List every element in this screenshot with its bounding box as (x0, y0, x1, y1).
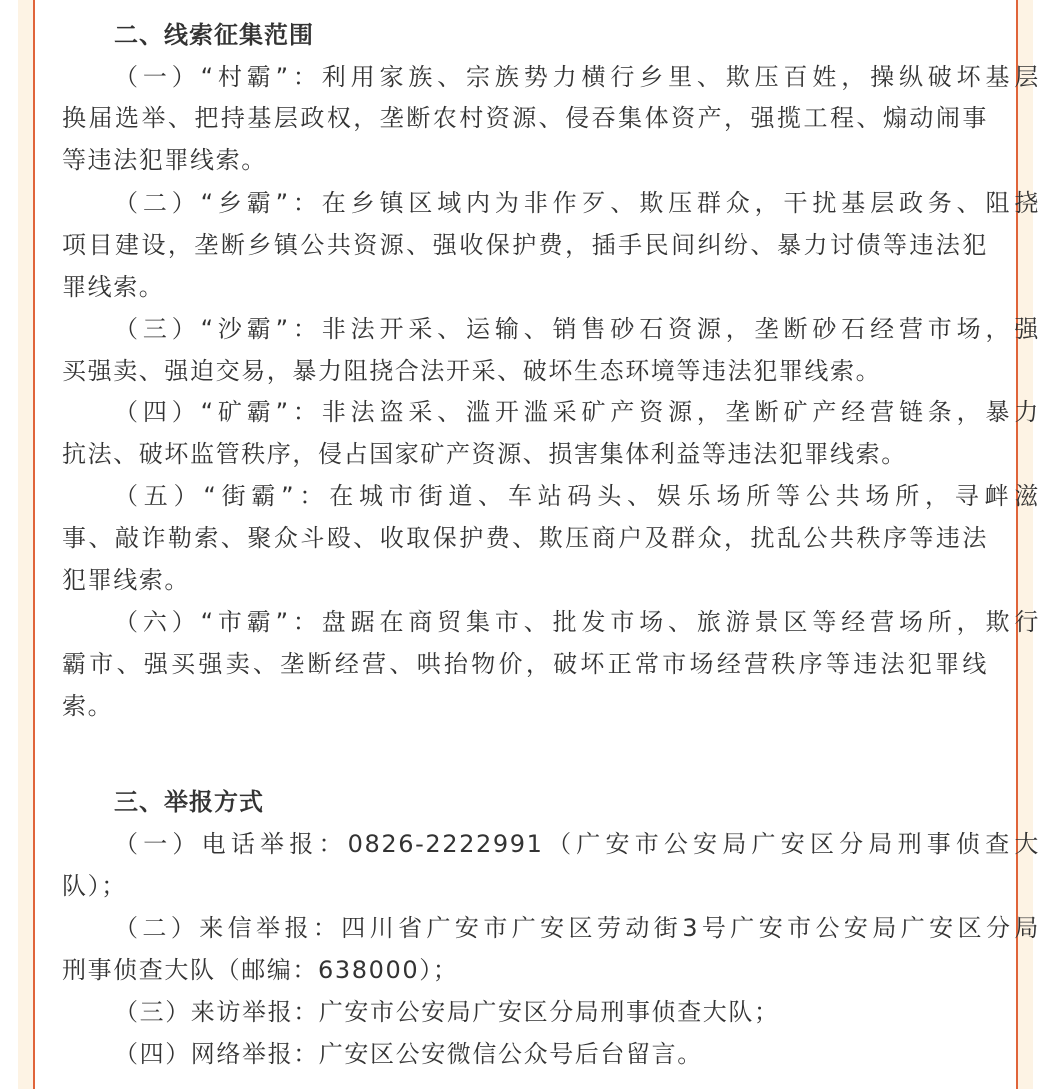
paragraph-line: 抗法、破坏监管秩序，侵占国家矿产资源、损害集体利益等违法犯罪线索。 (62, 440, 907, 468)
report-visit-line: （三）来访举报：广安市公安局广安区分局刑事侦查大队； (114, 998, 780, 1026)
paragraph-line: 索。 (62, 692, 114, 720)
paragraph-line: （五）“街霸”：在城市街道、车站码头、娱乐场所等公共场所，寻衅滋 (114, 482, 1040, 510)
section-heading-report-methods: 三、举报方式 (114, 788, 264, 816)
paragraph-line: （二）“乡霸”：在乡镇区域内为非作歹、欺压群众，干扰基层政务、阻挠 (114, 189, 1040, 217)
paragraph-line: 换届选举、把持基层政权，垄断农村资源、侵吞集体资产，强揽工程、煽动闹事 (62, 104, 988, 132)
paragraph-line: （三）“沙霸”：非法开采、运输、销售砂石资源，垄断砂石经营市场，强 (114, 315, 1040, 343)
paragraph-line: 等违法犯罪线索。 (62, 146, 267, 174)
paragraph-line: 刑事侦查大队（邮编：638000）； (62, 956, 459, 984)
report-mail-line: （二）来信举报：四川省广安市广安区劳动街3号广安市公安局广安区分局 (114, 914, 1040, 942)
left-side-strip (18, 0, 33, 1089)
paragraph-line: 项目建设，垄断乡镇公共资源、强收保护费，插手民间纠纷、暴力讨债等违法犯 (62, 231, 988, 259)
paragraph-line: 事、敲诈勒索、聚众斗殴、收取保护费、欺压商户及群众，扰乱公共秩序等违法 (62, 524, 988, 552)
section-heading-clue-scope: 二、线索征集范围 (114, 21, 314, 49)
report-online-line: （四）网络举报：广安区公安微信公众号后台留言。 (114, 1040, 703, 1068)
paragraph-line: 买强卖、强迫交易，暴力阻挠合法开采、破坏生态环境等违法犯罪线索。 (62, 357, 882, 385)
paragraph-line: 犯罪线索。 (62, 566, 190, 594)
paragraph-line: 霸市、强买强卖、垄断经营、哄抬物价，破坏正常市场经营秩序等违法犯罪线 (62, 650, 988, 678)
paragraph-line: （四）“矿霸”：非法盗采、滥开滥采矿产资源，垄断矿产经营链条，暴力 (114, 398, 1040, 426)
report-phone-line: （一）电话举报：0826-2222991（广安市公安局广安区分局刑事侦查大 (114, 830, 1040, 858)
paragraph-line: 队）； (62, 872, 127, 900)
paragraph-line: （一）“村霸”：利用家族、宗族势力横行乡里、欺压百姓，操纵破坏基层 (114, 63, 1040, 91)
paragraph-line: （六）“市霸”：盘踞在商贸集市、批发市场、旅游景区等经营场所，欺行 (114, 608, 1040, 636)
paragraph-line: 罪线索。 (62, 273, 165, 301)
